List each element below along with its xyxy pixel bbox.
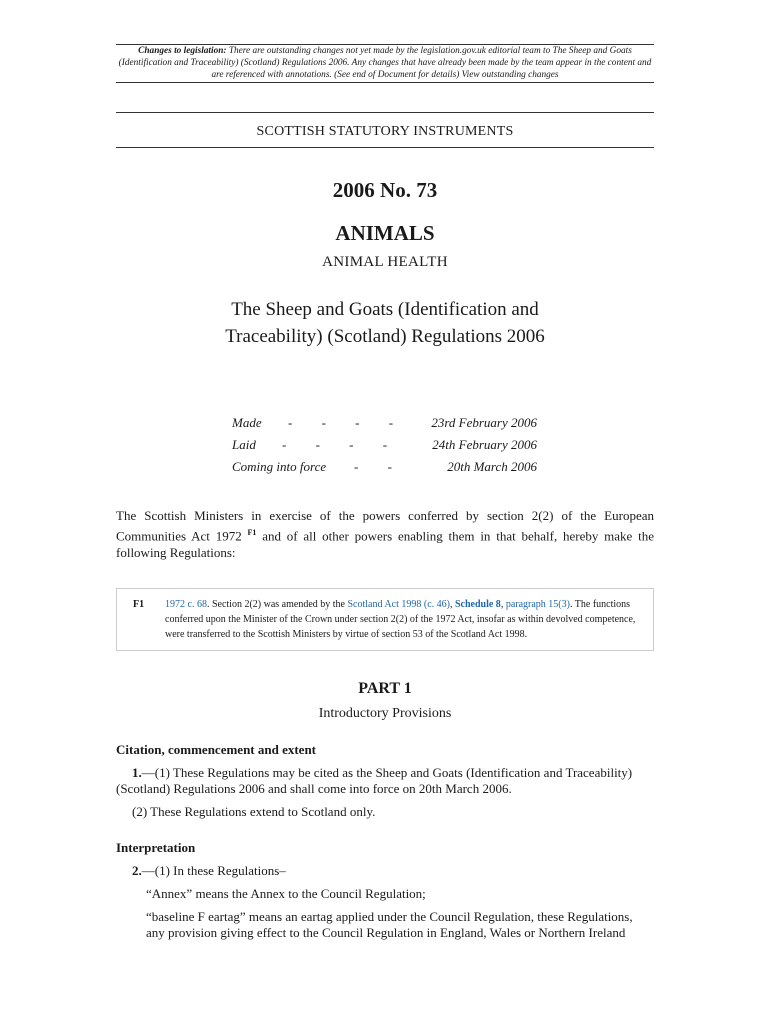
footnote-link-paragraph[interactable]: paragraph 15(3) (505, 599, 570, 611)
date-row-made (232, 415, 537, 437)
banner-text[interactable]: There are outstanding changes not yet made by the legislation.gov.uk editorial team to The Sheep and Goats (Identification and Traceability) (Scotland) Regulations 2006. Any changes that have already been made by the team appear in the content and are referenced with annotations. (See end of Document for details) View outstanding changes (118, 46, 652, 80)
banner-label: Changes to legislation: (138, 46, 227, 56)
part-number: PART 1 (358, 680, 412, 698)
instrument-number: 2006 No. 73 (332, 178, 438, 202)
date-value: 20th March 2006 (447, 459, 537, 474)
title-line-2: Traceability) (Scotland) Regulations 2006 (225, 326, 545, 347)
dates-table (232, 415, 537, 481)
footnote-body (165, 597, 639, 642)
footnote-link-scotland-act[interactable]: Scotland Act 1998 (c. 46) (347, 599, 450, 611)
footnote-link-schedule-8[interactable]: Schedule 8 (454, 599, 501, 611)
regulation-2-para-1 (116, 863, 654, 879)
date-label: Laid (232, 437, 256, 452)
preamble (116, 507, 654, 561)
footnote-separator: , (449, 599, 453, 611)
date-dashes: - - (354, 459, 405, 474)
preamble-text-2: and of all other powers enabling them in that behalf, hereby make the following Regulations: (116, 528, 655, 561)
footnote-label: F1 (133, 599, 145, 611)
footnote-box (116, 588, 654, 651)
part-title: Introductory Provisions (318, 706, 452, 722)
regulation-text: —(1) These Regulations may be cited as the Sheep and Goats (Identification and Traceability) (Scotland) Regulations 2006 and shall come into force on 20th March 2006. (116, 765, 633, 797)
date-row-coming-into-force (232, 459, 537, 481)
footnote-text-2: . The functions conferred upon the Minister of the Crown under section 2(2) of the 1972 Act, insofar as within devolved competence, were transferred to the Scottish Ministers by virtue of section 53 of the Scotland Act 1998. (165, 599, 636, 641)
regulation-1-para-1 (116, 765, 654, 797)
footnote-text-1: . Section 2(2) was amended by the (206, 599, 345, 611)
document-page (116, 0, 654, 941)
section-heading-interpretation: Interpretation (116, 840, 196, 856)
title-line-1: The Sheep and Goats (Identification and (231, 299, 539, 320)
document-title (116, 296, 654, 350)
definition-annex: “Annex” means the Annex to the Council Regulation; (146, 886, 426, 902)
date-label: Coming into force (232, 459, 327, 474)
subject-heading: ANIMALS (335, 221, 435, 245)
series-heading: SCOTTISH STATUTORY INSTRUMENTS (116, 113, 654, 148)
date-value: 23rd February 2006 (431, 415, 537, 430)
footnote-link-1972-act[interactable]: 1972 c. 68 (165, 599, 207, 611)
preamble-text-1: The Scottish Ministers in exercise of the powers conferred by section 2(2) of the European Communities Act 1972 (116, 508, 654, 544)
subsubject-heading: ANIMAL HEALTH (322, 254, 448, 270)
date-dashes: - - - - (282, 437, 401, 452)
footnote-ref[interactable]: F1 (247, 528, 257, 537)
changes-banner (116, 44, 654, 83)
date-value: 24th February 2006 (432, 437, 537, 452)
section-heading-citation: Citation, commencement and extent (116, 742, 317, 758)
date-label: Made (232, 415, 262, 430)
regulation-1-para-2: (2) These Regulations extend to Scotland only. (132, 804, 376, 820)
definition-baseline-eartag: “baseline F eartag” means an eartag applied under the Council Regulation, these Regulations, any provision giving effect to the Council Regulation in England, Wales or Northern Ireland (146, 909, 633, 941)
footnote-separator: , (500, 599, 504, 611)
date-row-laid (232, 437, 537, 459)
regulation-text: —(1) In these Regulations– (141, 863, 286, 879)
date-dashes: - - - - (288, 415, 407, 430)
regulation-number: 2. (132, 863, 142, 879)
regulation-number: 1. (132, 765, 142, 781)
